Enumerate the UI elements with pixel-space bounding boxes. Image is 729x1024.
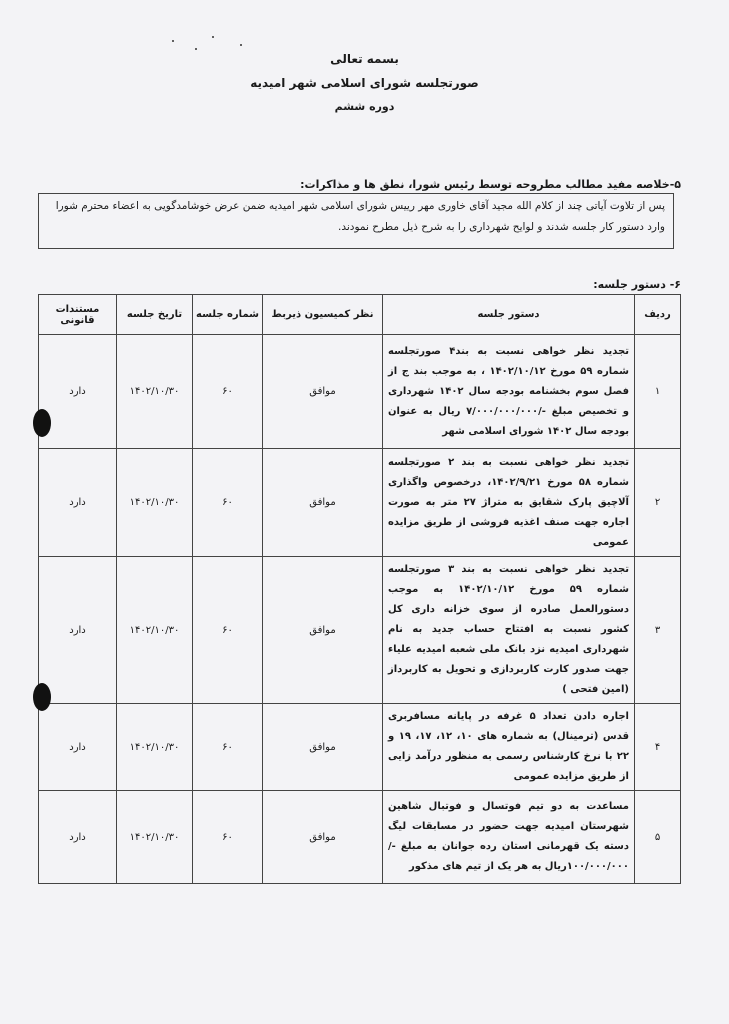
cell-legal: دارد — [39, 791, 117, 884]
table-header-row — [39, 295, 681, 335]
header-commission: نظر کمیسیون ذیربط — [263, 295, 383, 335]
header-agenda: دستور جلسه — [383, 295, 635, 335]
summary-line-1: پس از تلاوت آیاتی چند از کلام الله مجید آقای خاوری مهر رییس شورای اسلامی شهر امیدیه ضمن عرض خوشامدگویی به اعضاء محترم شورا — [55, 200, 665, 212]
cell-agenda: تجدید نظر خواهی نسبت به بند ۲ صورتجلسه شماره ۵۸ مورخ ۱۴۰۲/۹/۲۱، درخصوص واگذاری آلاچیق پارک شقایق به متراژ ۲۷ متر به صورت اجاره جهت صنف اغذیه فروشی از طریق مزایده عمومی — [383, 449, 635, 557]
cell-row-no: ۵ — [635, 791, 681, 884]
table-row — [39, 335, 681, 449]
header-date: تاریخ جلسه — [117, 295, 193, 335]
cell-legal: دارد — [39, 557, 117, 704]
scan-speck — [172, 40, 174, 42]
summary-line-2: وارد دستور کار جلسه شدند و لوایح شهرداری را به شرح ذیل مطرح نمودند. — [338, 221, 665, 233]
cell-commission: موافق — [263, 335, 383, 449]
document-subtitle: دوره ششم — [334, 100, 395, 113]
cell-agenda: مساعدت به دو تیم فوتسال و فوتبال شاهین شهرستان امیدیه جهت حضور در مسابقات لیگ دسته یک قهرمانی استان رده جوانان به مبلغ -/۱۰۰/۰۰۰/۰۰۰ریال به هر یک از تیم های مذکور — [383, 791, 635, 884]
cell-session-no: ۶۰ — [193, 335, 263, 449]
cell-session-no: ۶۰ — [193, 791, 263, 884]
cell-agenda: تجدید نظر خواهی نسبت به بند ۳ صورتجلسه شماره ۵۹ مورخ ۱۴۰۲/۱۰/۱۲ به موجب دستورالعمل صادره از سوی خزانه داری کل کشور نسبت به افتتاح حساب جدید به نام شهرداری امیدیه نزد بانک ملی شعبه امیدیه علیاء جهت صدور کارت کاربردازی و تحویل به کاربرداز (امین فتحی ) — [383, 557, 635, 704]
cell-commission: موافق — [263, 791, 383, 884]
cell-legal: دارد — [39, 704, 117, 791]
cell-commission: موافق — [263, 557, 383, 704]
cell-legal: دارد — [39, 449, 117, 557]
cell-row-no: ۴ — [635, 704, 681, 791]
header-session-no: شماره جلسه — [193, 295, 263, 335]
cell-date: ۱۴۰۲/۱۰/۳۰ — [117, 557, 193, 704]
cell-agenda: اجاره دادن تعداد ۵ غرفه در پایانه مسافربری قدس (ترمینال) به شماره های ۱۰، ۱۲، ۱۷، ۱۹ و ۲۲ با نرخ کارشناس رسمی به منظور درآمد زایی از طریق مزایده عمومی — [383, 704, 635, 791]
punch-hole-icon — [33, 409, 51, 437]
punch-hole-icon — [33, 683, 51, 711]
table-row — [39, 791, 681, 884]
header-row-no: ردیف — [635, 295, 681, 335]
table-row — [39, 449, 681, 557]
cell-session-no: ۶۰ — [193, 557, 263, 704]
cell-date: ۱۴۰۲/۱۰/۳۰ — [117, 335, 193, 449]
table-row — [39, 704, 681, 791]
agenda-table — [38, 294, 681, 884]
section-5-summary-box — [38, 193, 674, 249]
cell-row-no: ۱ — [635, 335, 681, 449]
cell-session-no: ۶۰ — [193, 449, 263, 557]
cell-date: ۱۴۰۲/۱۰/۳۰ — [117, 704, 193, 791]
section-6-title: ۶- دستور جلسه: — [593, 278, 681, 291]
cell-session-no: ۶۰ — [193, 704, 263, 791]
scan-speck — [212, 36, 214, 38]
cell-legal: دارد — [39, 335, 117, 449]
document-title: صورتجلسه شورای اسلامی شهر امیدیه — [250, 76, 479, 90]
cell-commission: موافق — [263, 704, 383, 791]
header-legal: مستندات قانونی — [39, 295, 117, 335]
section-5-title: ۵-خلاصه مفید مطالب مطروحه توسط رئیس شورا، نطق ها و مذاکرات: — [300, 178, 681, 191]
scan-speck — [240, 44, 242, 46]
document-bismillah: بسمه تعالی — [330, 52, 399, 66]
table-row — [39, 557, 681, 704]
cell-commission: موافق — [263, 449, 383, 557]
scan-speck — [195, 48, 197, 50]
cell-row-no: ۳ — [635, 557, 681, 704]
cell-date: ۱۴۰۲/۱۰/۳۰ — [117, 449, 193, 557]
cell-row-no: ۲ — [635, 449, 681, 557]
cell-date: ۱۴۰۲/۱۰/۳۰ — [117, 791, 193, 884]
cell-agenda: تجدید نظر خواهی نسبت به بند۴ صورتجلسه شماره ۵۹ مورخ ۱۴۰۲/۱۰/۱۲ ، به موجب بند ج از فصل سوم بخشنامه بودجه سال ۱۴۰۲ شهرداری و تخصیص مبلغ -/۷/۰۰۰/۰۰۰/۰۰۰ ریال به عنوان بودجه سال ۱۴۰۲ شورای اسلامی شهر — [383, 335, 635, 449]
